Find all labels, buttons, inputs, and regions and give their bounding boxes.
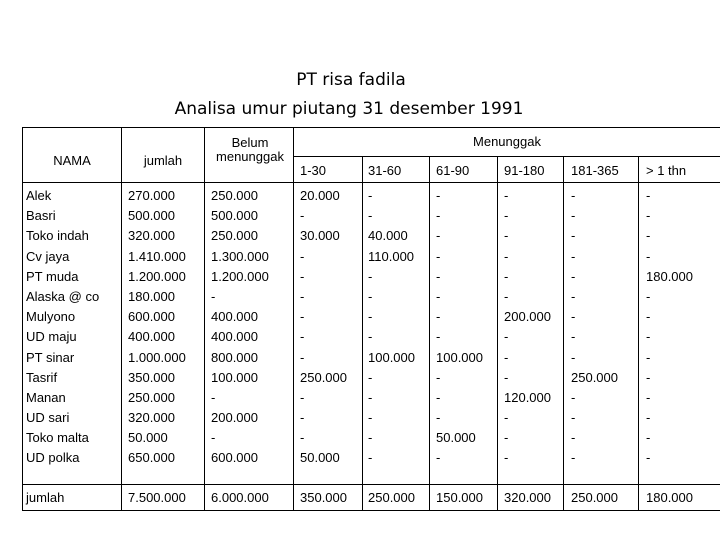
col-divider: [429, 156, 430, 511]
table-cell: -: [368, 410, 373, 426]
col-divider: [22, 127, 23, 511]
col-1-30: [300, 186, 347, 469]
total-jumlah: 7.500.000: [128, 490, 186, 505]
header-menunggak: Menunggak: [473, 134, 541, 149]
table-bottom-border: [22, 510, 720, 511]
col-divider: [638, 156, 639, 511]
table-cell: 250.000: [211, 228, 258, 244]
table-cell: -: [571, 268, 576, 284]
table-cell: -: [571, 329, 576, 345]
table-cell: -: [571, 410, 576, 426]
table-cell: -: [646, 288, 651, 304]
table-cell: 400.000: [128, 329, 175, 345]
table-cell: -: [300, 349, 305, 365]
total-belum-menunggak: 6.000.000: [211, 490, 269, 505]
table-cell: -: [368, 430, 373, 446]
total-31-60: 250.000: [368, 490, 415, 505]
table-cell: -: [571, 309, 576, 325]
table-cell: -: [368, 309, 373, 325]
table-cell: 120.000: [504, 389, 551, 405]
table-cell: 50.000: [128, 430, 168, 446]
table-cell: 250.000: [571, 369, 618, 385]
table-cell: 180.000: [646, 268, 693, 284]
table-cell: UD polka: [26, 450, 80, 466]
table-cell: 20.000: [300, 188, 340, 203]
header-bottom-border: [22, 182, 720, 183]
table-cell: Mulyono: [26, 309, 76, 325]
table-cell: 320.000: [128, 228, 175, 244]
table-cell: 1.410.000: [128, 248, 186, 264]
table-cell: -: [571, 228, 576, 244]
table-cell: -: [646, 430, 651, 446]
header-bucket-181-365: 181-365: [571, 163, 619, 178]
table-cell: -: [368, 369, 373, 385]
table-cell: -: [436, 309, 441, 325]
total-181-365: 250.000: [571, 490, 618, 505]
table-cell: 30.000: [300, 228, 340, 244]
col-gt-1-thn: [646, 186, 693, 469]
col-jumlah: [128, 186, 186, 469]
table-cell: -: [436, 389, 441, 405]
table-cell: -: [504, 188, 509, 203]
table-cell: 400.000: [211, 309, 258, 325]
table-cell: Cv jaya: [26, 248, 70, 264]
table-cell: -: [646, 208, 651, 224]
table-cell: -: [368, 450, 373, 466]
table-cell: -: [504, 369, 509, 385]
table-cell: 1.000.000: [128, 349, 186, 365]
table-cell: -: [646, 450, 651, 466]
col-181-365: [571, 186, 618, 469]
col-divider: [121, 127, 122, 511]
table-cell: -: [504, 268, 509, 284]
header-belum-menunggak: Belum menunggak: [216, 135, 284, 164]
table-cell: -: [300, 268, 305, 284]
table-cell: -: [368, 288, 373, 304]
table-cell: -: [646, 349, 651, 365]
table-cell: 200.000: [211, 410, 258, 426]
table-cell: -: [504, 450, 509, 466]
table-cell: -: [300, 410, 305, 426]
table-cell: Tasrif: [26, 369, 58, 385]
table-cell: PT sinar: [26, 349, 75, 365]
table-cell: 500.000: [211, 208, 258, 224]
table-cell: -: [211, 288, 216, 304]
table-cell: -: [300, 248, 305, 264]
table-cell: -: [300, 389, 305, 405]
menunggak-divider: [293, 156, 720, 157]
table-cell: -: [504, 228, 509, 244]
table-cell: 50.000: [436, 430, 476, 446]
table-cell: 250.000: [300, 369, 347, 385]
table-cell: 100.000: [368, 349, 415, 365]
table-cell: Alaska @ co: [26, 288, 100, 304]
table-cell: 1.200.000: [128, 268, 186, 284]
table-cell: -: [368, 208, 373, 224]
total-1-30: 350.000: [300, 490, 347, 505]
col-divider: [204, 127, 205, 511]
table-cell: -: [646, 188, 651, 203]
table-cell: -: [436, 369, 441, 385]
table-cell: Basri: [26, 208, 56, 224]
table-cell: -: [504, 288, 509, 304]
table-cell: -: [368, 268, 373, 284]
col-belum-menunggak: [211, 186, 269, 469]
col-divider: [362, 156, 363, 511]
table-cell: -: [300, 329, 305, 345]
table-cell: -: [571, 450, 576, 466]
table-cell: -: [300, 309, 305, 325]
table-cell: 250.000: [128, 389, 175, 405]
table-cell: -: [571, 208, 576, 224]
table-cell: -: [436, 410, 441, 426]
table-cell: -: [646, 410, 651, 426]
table-cell: -: [504, 329, 509, 345]
total-61-90: 150.000: [436, 490, 483, 505]
table-cell: 800.000: [211, 349, 258, 365]
col-divider: [497, 156, 498, 511]
table-cell: 110.000: [368, 248, 415, 264]
table-cell: Alek: [26, 188, 52, 203]
table-cell: -: [436, 288, 441, 304]
table-cell: -: [368, 188, 373, 203]
table-cell: -: [436, 228, 441, 244]
table-cell: -: [436, 450, 441, 466]
header-bucket-gt-1-thn: > 1 thn: [646, 163, 687, 178]
table-cell: -: [571, 349, 576, 365]
table-cell: -: [646, 228, 651, 244]
table-cell: 250.000: [211, 188, 258, 203]
table-cell: -: [368, 389, 373, 405]
table-cell: 1.300.000: [211, 248, 269, 264]
header-bucket-1-30: 1-30: [300, 163, 327, 178]
table-cell: 600.000: [211, 450, 258, 466]
table-cell: 180.000: [128, 288, 175, 304]
table-cell: 500.000: [128, 208, 175, 224]
table-cell: 100.000: [211, 369, 258, 385]
total-label: jumlah: [26, 490, 65, 505]
col-61-90: [436, 186, 483, 469]
table-cell: -: [571, 430, 576, 446]
table-cell: -: [436, 208, 441, 224]
table-cell: -: [436, 268, 441, 284]
report-title: PT risa fadila: [296, 70, 406, 90]
total-91-180: 320.000: [504, 490, 551, 505]
report-subtitle: Analisa umur piutang 31 desember 1991: [174, 99, 524, 119]
table-cell: -: [646, 309, 651, 325]
table-cell: -: [211, 389, 216, 405]
table-cell: 40.000: [368, 228, 408, 244]
table-cell: -: [504, 248, 509, 264]
table-cell: 50.000: [300, 450, 340, 466]
col-31-60: [368, 186, 415, 469]
table-cell: 320.000: [128, 410, 175, 426]
table-cell: -: [300, 430, 305, 446]
table-cell: 400.000: [211, 329, 258, 345]
col-divider: [293, 127, 294, 511]
totals-top-border: [22, 484, 720, 485]
header-nama: NAMA: [53, 153, 91, 168]
header-bucket-91-180: 91-180: [504, 163, 545, 178]
table-cell: -: [211, 430, 216, 446]
table-cell: Manan: [26, 389, 66, 405]
table-cell: 1.200.000: [211, 268, 269, 284]
table-cell: -: [300, 208, 305, 224]
table-cell: -: [300, 288, 305, 304]
table-cell: -: [571, 288, 576, 304]
table-cell: PT muda: [26, 268, 79, 284]
table-cell: 600.000: [128, 309, 175, 325]
table-cell: -: [436, 248, 441, 264]
table-cell: -: [646, 329, 651, 345]
table-cell: -: [571, 248, 576, 264]
table-cell: Toko malta: [26, 430, 89, 446]
header-bucket-31-60: 31-60: [368, 163, 402, 178]
table-cell: -: [646, 369, 651, 385]
table-cell: Toko indah: [26, 228, 89, 244]
table-cell: 350.000: [128, 369, 175, 385]
table-cell: -: [646, 389, 651, 405]
table-cell: -: [436, 188, 441, 203]
table-cell: UD sari: [26, 410, 70, 426]
col-nama: [26, 186, 99, 469]
col-91-180: [504, 186, 551, 469]
table-cell: -: [504, 349, 509, 365]
table-cell: -: [646, 248, 651, 264]
total-gt-1-thn: 180.000: [646, 490, 693, 505]
table-cell: -: [571, 188, 576, 203]
table-cell: -: [368, 329, 373, 345]
table-cell: -: [504, 410, 509, 426]
table-cell: -: [571, 389, 576, 405]
table-cell: 270.000: [128, 188, 175, 203]
header-jumlah: jumlah: [143, 153, 183, 168]
col-divider: [563, 156, 564, 511]
table-top-border: [22, 127, 720, 128]
table-cell: -: [436, 329, 441, 345]
table-cell: UD maju: [26, 329, 77, 345]
table-cell: 650.000: [128, 450, 175, 466]
table-cell: 100.000: [436, 349, 483, 365]
table-cell: 200.000: [504, 309, 551, 325]
table-cell: -: [504, 208, 509, 224]
header-bucket-61-90: 61-90: [436, 163, 470, 178]
table-cell: -: [504, 430, 509, 446]
